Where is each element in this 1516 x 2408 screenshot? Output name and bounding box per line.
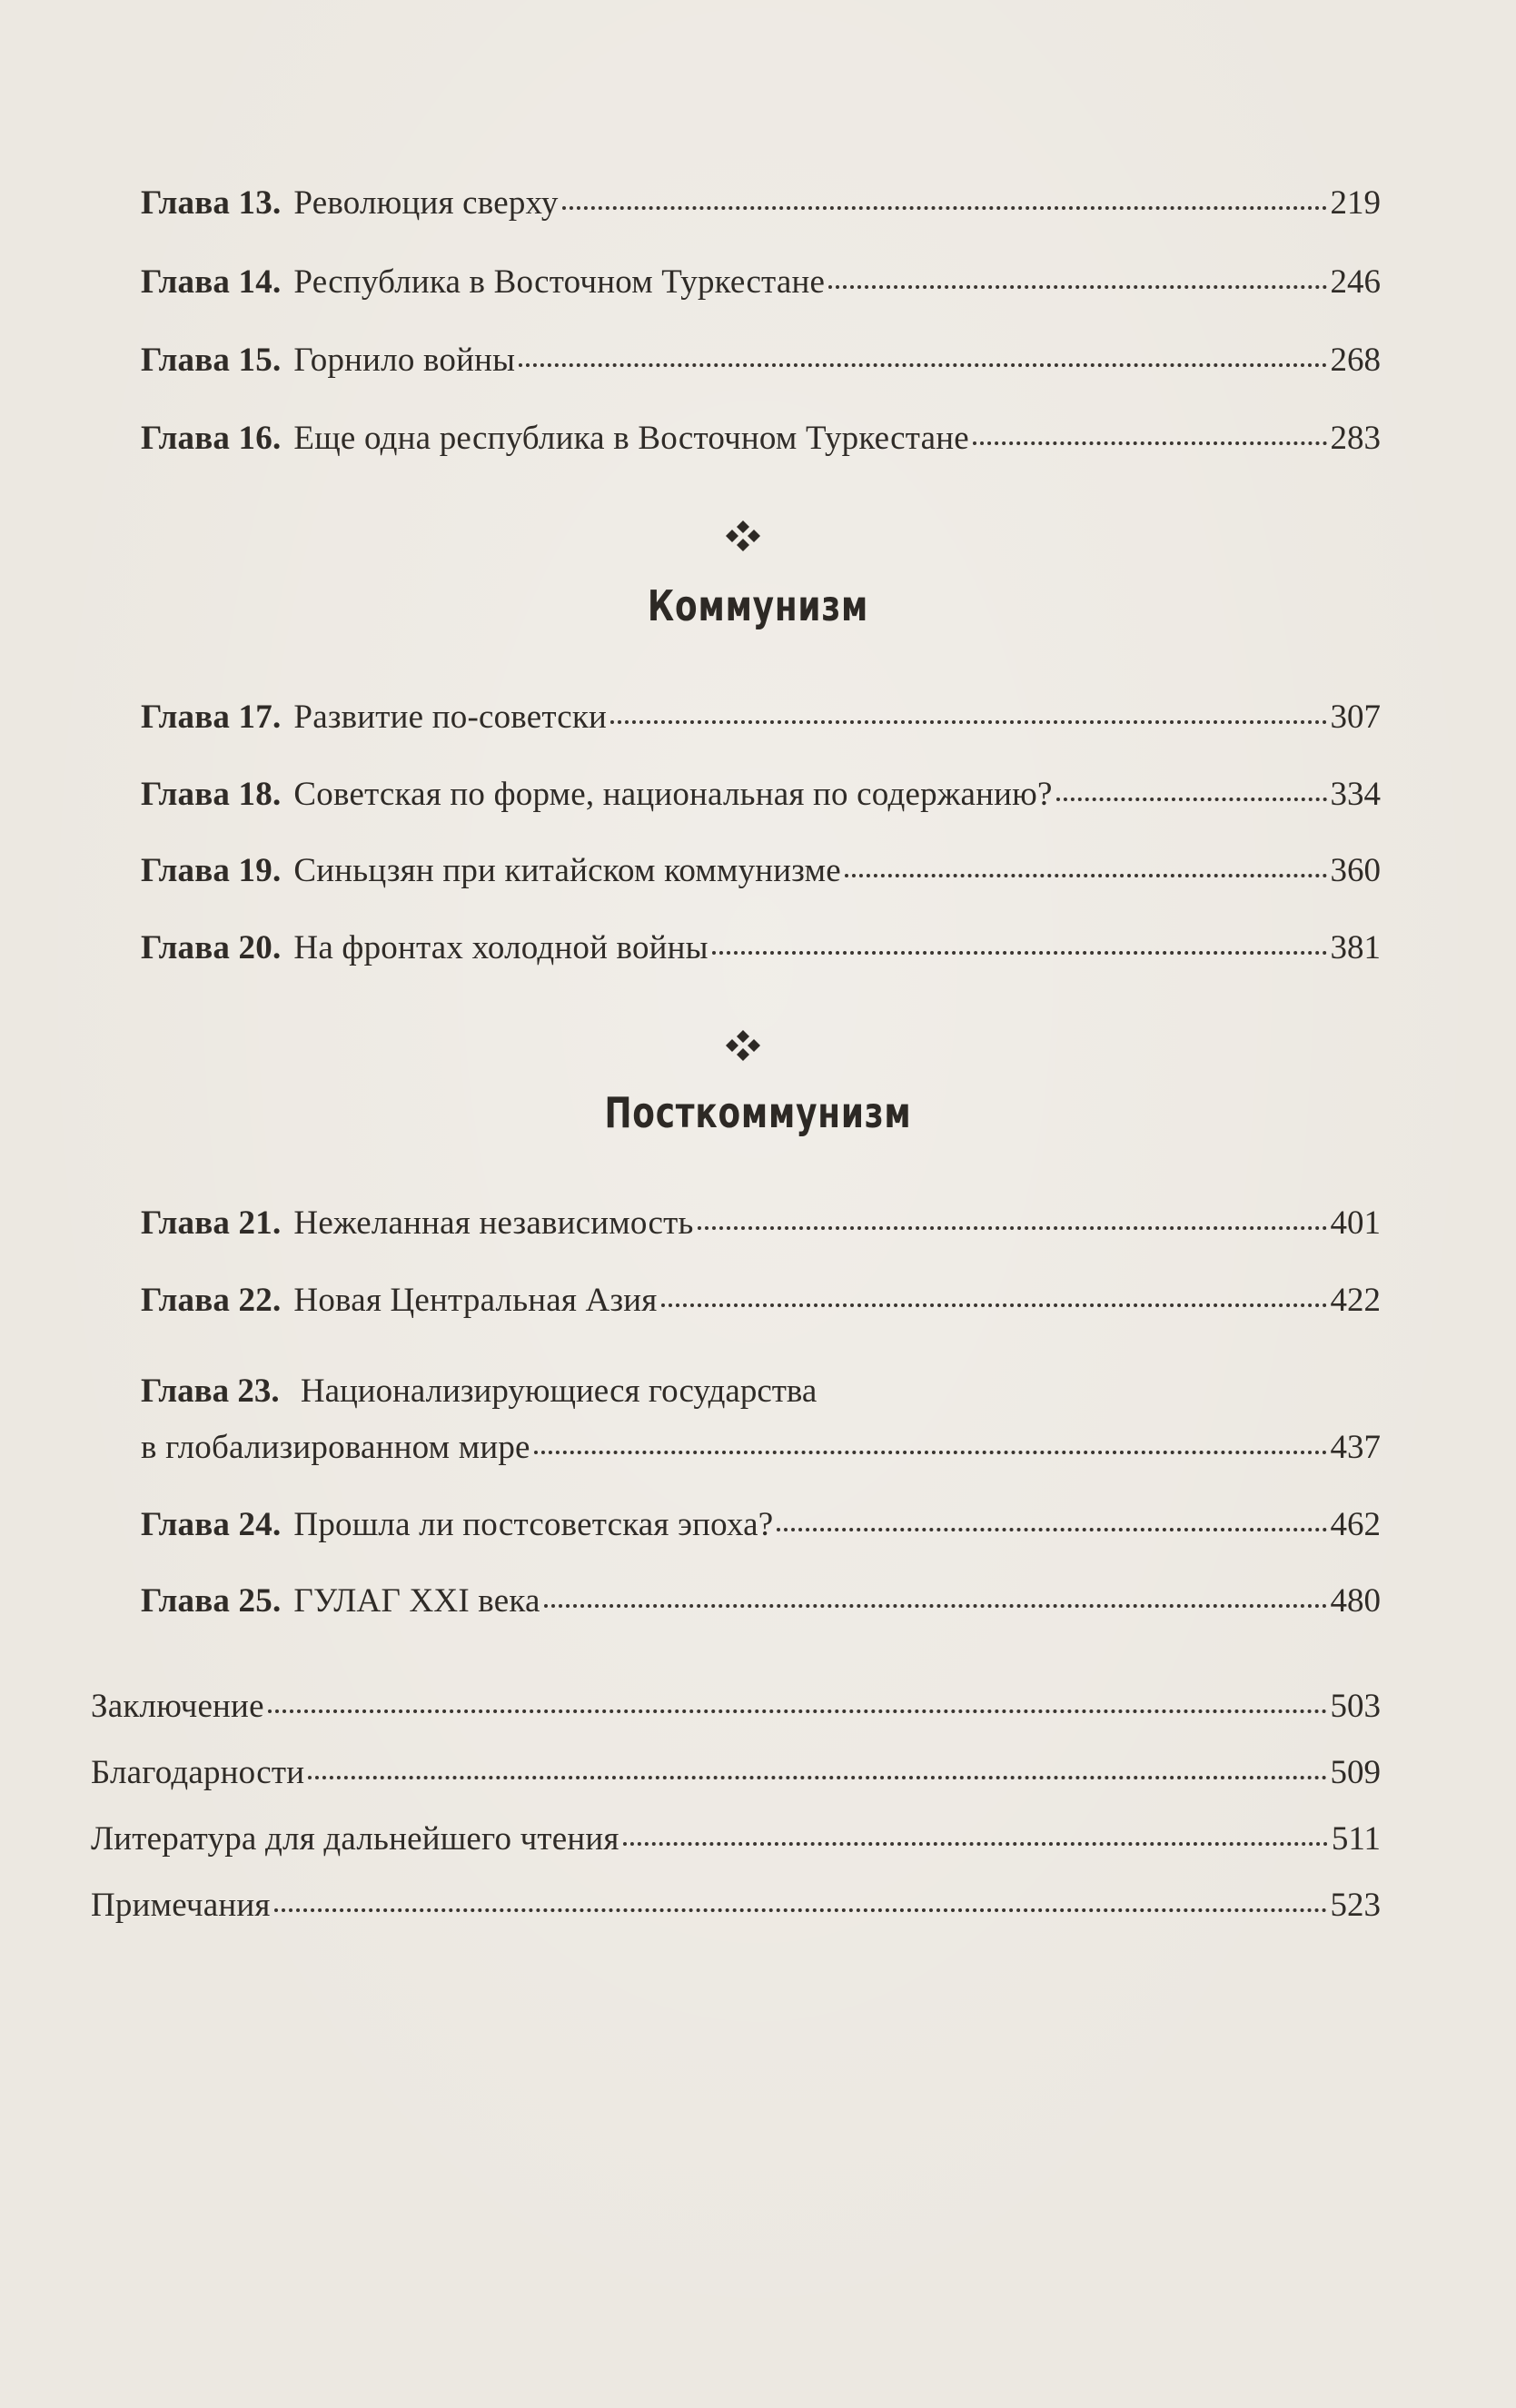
toc-entry-notes[interactable] bbox=[91, 1888, 1381, 1922]
backmatter-title: Благодарности bbox=[91, 1754, 305, 1791]
toc-entry-chapter-21[interactable] bbox=[141, 1206, 1381, 1240]
page-number: 523 bbox=[1330, 1887, 1381, 1924]
four-diamond-ornament-icon bbox=[725, 520, 761, 552]
chapter-label: Глава 19. bbox=[141, 852, 282, 889]
toc-entry-chapter-20[interactable] bbox=[141, 931, 1381, 965]
toc-entry-chapter-15[interactable] bbox=[141, 343, 1381, 377]
chapter-label: Глава 15. bbox=[141, 342, 282, 379]
backmatter-title: Литература для дальнейшего чтения bbox=[91, 1820, 619, 1858]
page-number: 437 bbox=[1330, 1429, 1381, 1466]
toc-entry-acknowledgements[interactable] bbox=[91, 1756, 1381, 1789]
chapter-label: Глава 14. bbox=[141, 263, 282, 301]
toc-entry-chapter-14[interactable] bbox=[141, 265, 1381, 299]
chapter-title: Нежеланная независимость bbox=[293, 1204, 694, 1242]
dot-leader bbox=[698, 1226, 1327, 1230]
chapter-title: Республика в Восточном Туркестане bbox=[293, 263, 826, 301]
dot-leader bbox=[661, 1303, 1327, 1307]
chapter-title: Еще одна республика в Восточном Туркестане bbox=[293, 420, 969, 457]
chapter-title: Национализирующиеся государства bbox=[300, 1372, 817, 1410]
chapter-label: Глава 25. bbox=[141, 1582, 282, 1620]
chapter-title: Советская по форме, национальная по содержанию? bbox=[293, 776, 1053, 813]
chapter-title: Горнило войны bbox=[293, 342, 516, 379]
part-title-communism: Коммунизм bbox=[647, 581, 869, 630]
part-title-postcommunism: Посткоммунизм bbox=[604, 1088, 912, 1137]
chapter-label: Глава 23. bbox=[141, 1372, 280, 1410]
backmatter-title: Примечания bbox=[91, 1887, 271, 1924]
chapter-label: Глава 22. bbox=[141, 1282, 282, 1319]
dot-leader bbox=[519, 363, 1326, 367]
toc-entry-chapter-18[interactable] bbox=[141, 778, 1381, 811]
dot-leader bbox=[1056, 798, 1327, 801]
dot-leader bbox=[274, 1908, 1327, 1912]
page-number: 283 bbox=[1330, 420, 1381, 457]
chapter-label: Глава 13. bbox=[141, 184, 282, 222]
toc-entry-chapter-25[interactable] bbox=[141, 1584, 1381, 1618]
toc-entry-chapter-19[interactable] bbox=[141, 854, 1381, 887]
page-number: 509 bbox=[1330, 1754, 1381, 1791]
chapter-label: Глава 21. bbox=[141, 1204, 282, 1242]
toc-entry-chapter-22[interactable] bbox=[141, 1283, 1381, 1317]
page-number: 503 bbox=[1330, 1688, 1381, 1725]
dot-leader bbox=[623, 1842, 1328, 1846]
four-diamond-ornament-icon bbox=[725, 1029, 761, 1062]
chapter-title: Развитие по-советски bbox=[293, 699, 607, 736]
chapter-title-continuation: в глобализированном мире bbox=[141, 1429, 530, 1466]
page-number: 360 bbox=[1330, 852, 1381, 889]
backmatter-title: Заключение bbox=[91, 1688, 264, 1725]
dot-leader bbox=[562, 206, 1327, 210]
page-number: 381 bbox=[1330, 929, 1381, 966]
page-number: 246 bbox=[1330, 263, 1381, 301]
toc-entry-chapter-17[interactable] bbox=[141, 700, 1381, 734]
chapter-title: Революция сверху bbox=[293, 184, 559, 222]
toc-entry-further-reading[interactable] bbox=[91, 1822, 1381, 1856]
chapter-title: Новая Центральная Азия bbox=[293, 1282, 658, 1319]
page-number: 462 bbox=[1330, 1506, 1381, 1543]
chapter-title: На фронтах холодной войны bbox=[293, 929, 708, 966]
toc-entry-chapter-13[interactable] bbox=[141, 186, 1381, 220]
dot-leader bbox=[712, 951, 1327, 955]
dot-leader bbox=[544, 1604, 1327, 1608]
page-number: 268 bbox=[1330, 342, 1381, 379]
dot-leader bbox=[308, 1776, 1326, 1779]
chapter-title: Синьцзян при китайском коммунизме bbox=[293, 852, 841, 889]
chapter-label: Глава 17. bbox=[141, 699, 282, 736]
page-number: 401 bbox=[1330, 1204, 1381, 1242]
chapter-label: Глава 20. bbox=[141, 929, 282, 966]
chapter-label: Глава 18. bbox=[141, 776, 282, 813]
page-number: 422 bbox=[1330, 1282, 1381, 1319]
dot-leader bbox=[777, 1528, 1326, 1531]
dot-leader bbox=[268, 1709, 1327, 1713]
page-number: 334 bbox=[1330, 776, 1381, 813]
toc-entry-chapter-23-line1[interactable] bbox=[141, 1372, 817, 1411]
dot-leader bbox=[828, 285, 1326, 289]
page-number: 511 bbox=[1331, 1820, 1381, 1858]
dot-leader bbox=[973, 441, 1327, 445]
dot-leader bbox=[534, 1451, 1327, 1454]
toc-entry-conclusion[interactable] bbox=[91, 1690, 1381, 1723]
chapter-title: ГУЛАГ XXI века bbox=[293, 1582, 540, 1620]
toc-entry-chapter-23-line2[interactable] bbox=[141, 1431, 1381, 1464]
dot-leader bbox=[845, 874, 1327, 877]
chapter-label: Глава 24. bbox=[141, 1506, 282, 1543]
dot-leader bbox=[610, 720, 1327, 724]
toc-entry-chapter-24[interactable] bbox=[141, 1508, 1381, 1541]
toc-entry-chapter-16[interactable] bbox=[141, 421, 1381, 455]
page-number: 219 bbox=[1330, 184, 1381, 222]
page-number: 307 bbox=[1330, 699, 1381, 736]
chapter-title: Прошла ли постсоветская эпоха? bbox=[293, 1506, 774, 1543]
page-number: 480 bbox=[1330, 1582, 1381, 1620]
chapter-label: Глава 16. bbox=[141, 420, 282, 457]
